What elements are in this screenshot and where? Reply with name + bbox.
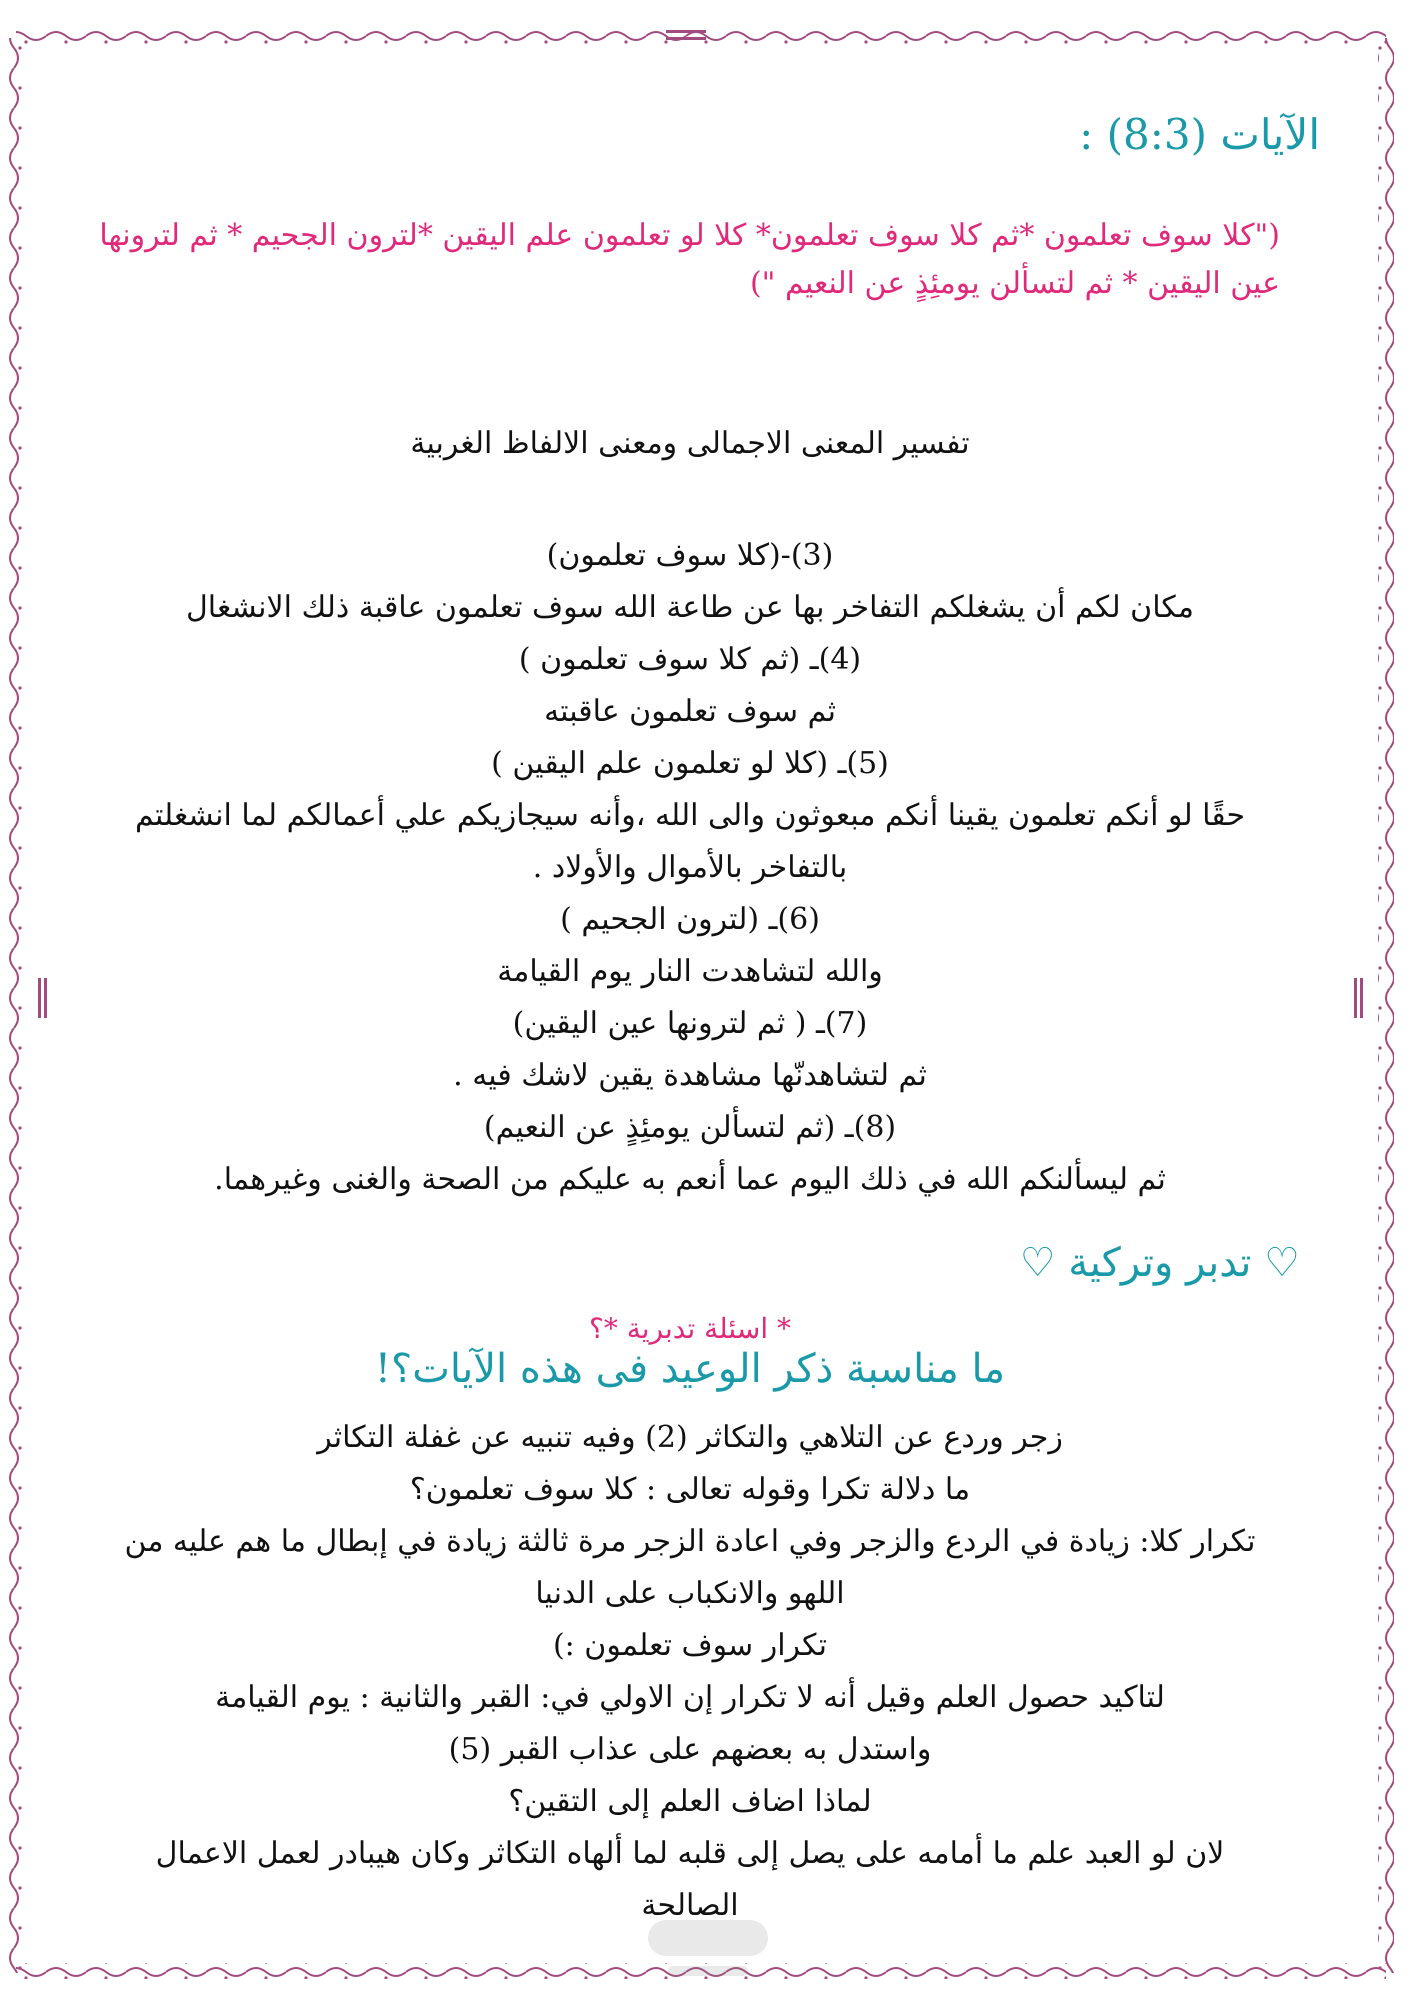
answer-line: اللهو والانكباب على الدنيا — [535, 1576, 845, 1611]
questions-label: * اسئلة تدبرية *؟ — [588, 1312, 792, 1345]
page-title: الآيات (8:3) : — [1079, 110, 1320, 159]
answer-line: واستدل به بعضهم على عذاب القبر (5) — [448, 1732, 932, 1767]
answer-line: زجر وردع عن التلاهي والتكاثر (2) وفيه تنبيه عن غفلة التكاثر — [317, 1420, 1063, 1455]
tafsir-section — [60, 530, 1320, 1206]
tafsir-line: (7)ـ ( ثم لترونها عين اليقين) — [512, 1006, 868, 1041]
answers-section — [60, 1412, 1320, 1932]
ayat-text: ("كلا سوف تعلمون *ثم كلا سوف تعلمون* كلا لو تعلمون علم اليقين *لترون الجحيم * ثم لترونها عين اليقين * ثم لتسألن يومئِذٍ عن النعيم ") — [99, 218, 1280, 301]
tafsir-line: بالتفاخر بالأموال والأولاد . — [532, 850, 848, 885]
tafsir-line: ثم سوف تعلمون عاقبته — [544, 694, 836, 729]
question-title: ما مناسبة ذكر الوعيد فى هذه الآيات؟! — [374, 1346, 1006, 1392]
answer-line: لان لو العبد علم ما أمامه على يصل إلى قلبه لما ألهاه التكاثر وكان هيبادر لعمل الاعمال — [155, 1836, 1225, 1871]
answer-line: ما دلالة تكرا وقوله تعالى : كلا سوف تعلمون؟ — [409, 1472, 971, 1507]
tafsir-line: ثم لتشاهدنّها مشاهدة يقين لاشك فيه . — [453, 1058, 927, 1093]
tafsir-line: (4)ـ (ثم كلا سوف تعلمون ) — [518, 642, 862, 677]
answer-line: لماذا اضاف العلم إلى التقين؟ — [508, 1784, 872, 1819]
tafsir-line: حقًا لو أنكم تعلمون يقينا أنكم مبعوثون والى الله ،وأنه سيجازيكم علي أعمالكم لما انشغلتم — [135, 798, 1245, 833]
tafsir-line: (6)ـ (لترون الجحيم ) — [560, 902, 820, 937]
tafsir-heading: تفسير المعنى الاجمالى ومعنى الالفاظ الغربية — [410, 426, 970, 461]
section-title-tadabbur: ♡ تدبر وتركية ♡ — [1019, 1240, 1300, 1286]
tafsir-line: والله لتشاهدت النار يوم القيامة — [497, 954, 883, 989]
answer-line: الصالحة — [641, 1888, 739, 1923]
answer-line: تكرار كلا: زيادة في الردع والزجر وفي اعادة الزجر مرة ثالثة زيادة في إبطال ما هم عليه من — [124, 1524, 1256, 1559]
answer-line: لتاكيد حصول العلم وقيل أنه لا تكرار إن الاولي في: القبر والثانية : يوم القيامة — [215, 1680, 1165, 1715]
tafsir-line: مكان لكم أن يشغلكم التفاخر بها عن طاعة الله سوف تعلمون عاقبة ذلك الانشغال — [186, 590, 1194, 625]
document-page — [60, 80, 1320, 1960]
tafsir-line: (5)ـ (كلا لو تعلمون علم اليقين ) — [491, 746, 889, 781]
tafsir-line: (8)ـ (ثم لتسألن يومئِذٍ عن النعيم) — [483, 1110, 897, 1145]
tafsir-line: (3)-(كلا سوف تعلمون) — [546, 538, 834, 573]
tafsir-line: ثم ليسألنكم الله في ذلك اليوم عما أنعم به عليكم من الصحة والغنى وغيرهما. — [214, 1162, 1166, 1197]
answer-line: تكرار سوف تعلمون :) — [552, 1628, 828, 1663]
